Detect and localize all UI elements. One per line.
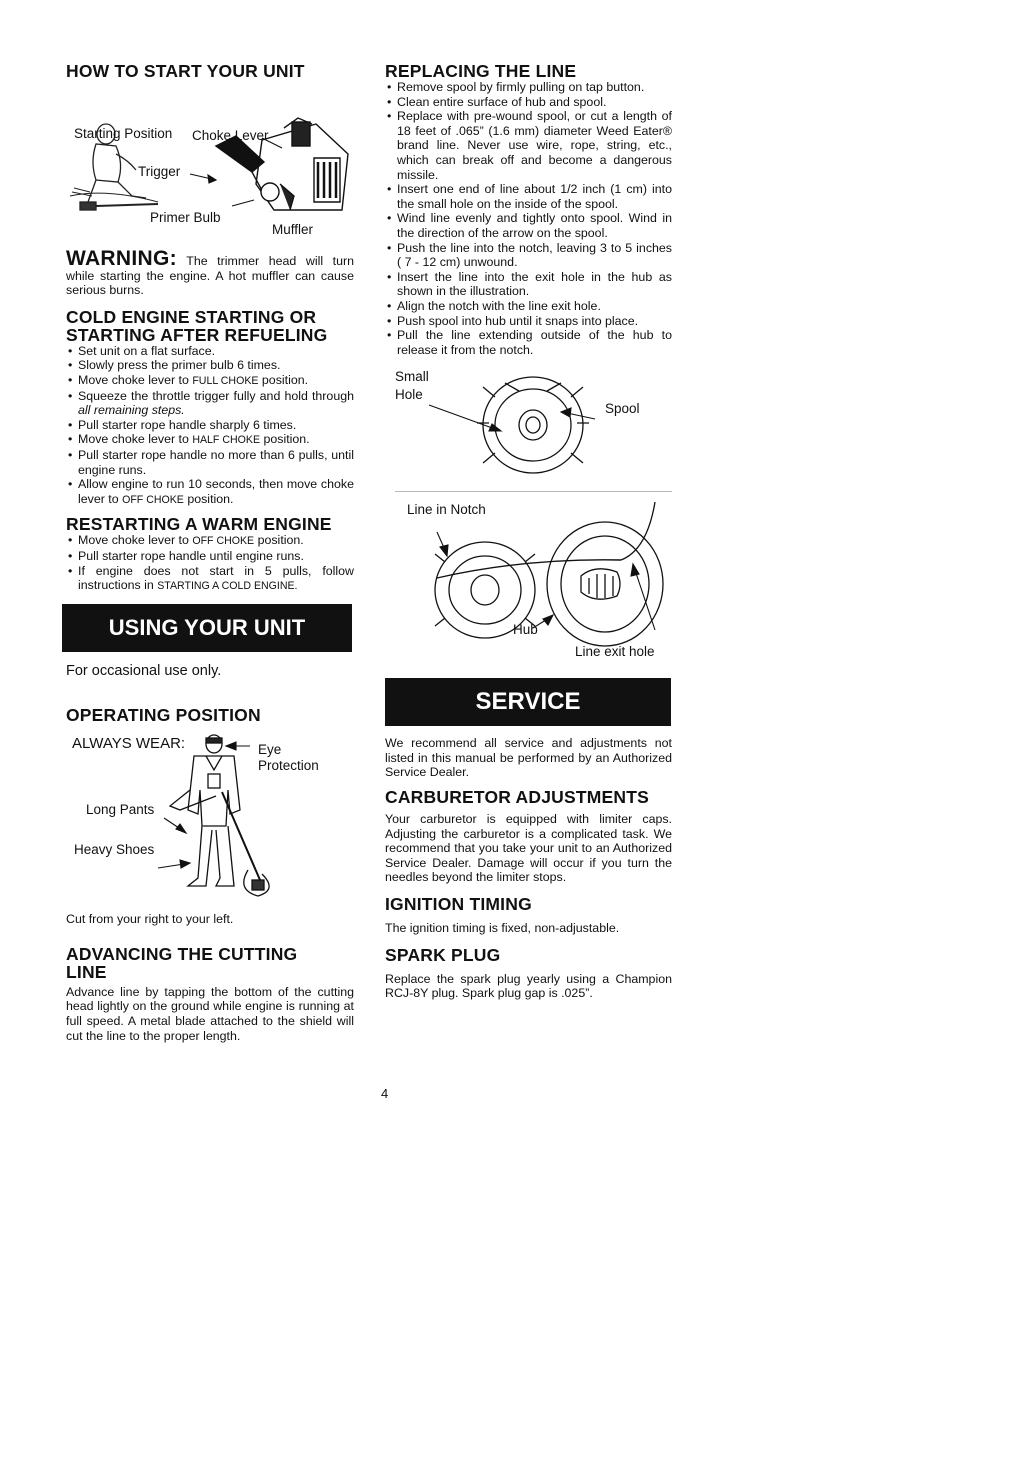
occasional-use-text: For occasional use only. bbox=[66, 662, 222, 679]
step-item bbox=[66, 477, 354, 507]
step-item: • Insert one end of line about 1/2 inch (1 cm) into the small hole on the inside of the spool. bbox=[385, 182, 672, 211]
step-text-post: position. bbox=[260, 432, 310, 447]
step-text-pre: Move choke lever to bbox=[78, 432, 193, 447]
label-long-pants: Long Pants bbox=[86, 802, 155, 818]
step-text-it: all remaining steps. bbox=[78, 403, 185, 418]
label-muffler: Muffler bbox=[272, 222, 314, 237]
step-item bbox=[66, 373, 354, 389]
service-banner bbox=[385, 678, 671, 726]
advancing-text: Advance line by tapping the bottom of the cutting head lightly on the ground while engine is running at full speed. A metal blade attached to the shield will cut the line to the proper length. bbox=[66, 984, 354, 1043]
cold-start-heading: COLD ENGINE STARTING OR STARTING AFTER REFUELING bbox=[66, 306, 328, 345]
spark-plug-text: Replace the spark plug yearly using a Champion RCJ-8Y plug. Spark plug gap is .025”. bbox=[385, 971, 672, 1001]
label-starting-position: Starting Position bbox=[74, 126, 173, 141]
step-text-post: position. bbox=[254, 533, 304, 548]
step-item: • Align the notch with the line exit hole. bbox=[385, 299, 672, 314]
right-column bbox=[385, 62, 672, 1001]
step-item bbox=[66, 533, 354, 549]
step-text-sc: HALF CHOKE bbox=[192, 434, 261, 447]
step-text-pre: If engine does not start in 5 pulls, follow instructions in bbox=[78, 563, 354, 593]
ignition-heading: IGNITION TIMING bbox=[385, 894, 532, 915]
spool-figure bbox=[385, 367, 672, 477]
step-text-post: position. bbox=[258, 372, 309, 387]
replacing-line-steps bbox=[385, 80, 672, 357]
label-spool: Spool bbox=[605, 401, 640, 417]
warm-start-heading: RESTARTING A WARM ENGINE bbox=[66, 514, 332, 535]
step-text-sc: STARTING A COLD ENGINE. bbox=[157, 580, 298, 593]
step-item bbox=[66, 432, 354, 448]
step-item bbox=[66, 564, 354, 594]
step-item: • Set unit on a flat surface. bbox=[66, 344, 354, 359]
warning-text bbox=[66, 247, 354, 298]
label-always-wear: ALWAYS WEAR: bbox=[72, 735, 186, 753]
step-item: • Push spool into hub until it snaps into place. bbox=[385, 314, 672, 329]
figure-divider bbox=[395, 491, 672, 492]
how-to-start-heading: HOW TO START YOUR UNIT bbox=[66, 61, 305, 81]
service-intro: We recommend all service and adjustments not listed in this manual be performed by an Authorized Service Dealer. bbox=[385, 736, 672, 780]
advancing-heading: ADVANCING THE CUTTING LINE bbox=[66, 943, 298, 982]
operating-caption: Cut from your right to your left. bbox=[66, 912, 234, 927]
step-item: • Replace with pre-wound spool, or cut a length of 18 feet of .065” (1.6 mm) diameter Weed Eater® brand line. Never use wire, rope, string, etc., which can break off and become a dangerous missile. bbox=[385, 109, 672, 182]
step-text-post: position. bbox=[183, 491, 234, 506]
warning-label: WARNING: bbox=[66, 247, 177, 270]
step-text-sc: OFF CHOKE bbox=[192, 535, 255, 548]
label-trigger: Trigger bbox=[138, 164, 181, 179]
step-item: • Insert the line into the exit hole in the hub as shown in the illustration. bbox=[385, 270, 672, 299]
operating-position-heading: OPERATING POSITION bbox=[66, 705, 261, 726]
using-your-unit-banner bbox=[62, 604, 352, 652]
step-text-sc: FULL CHOKE bbox=[192, 374, 259, 387]
warning-rest: while starting the engine. A hot muffler can cause serious burns. bbox=[66, 268, 354, 298]
left-column bbox=[66, 62, 354, 1043]
step-text-pre: Move choke lever to bbox=[78, 533, 193, 548]
ignition-text: The ignition timing is fixed, non-adjustable. bbox=[385, 921, 620, 936]
page-number: 4 bbox=[381, 1086, 389, 1101]
label-eye: Eye bbox=[258, 742, 282, 758]
label-small: Small bbox=[395, 369, 429, 385]
replacing-line-heading: REPLACING THE LINE bbox=[385, 61, 577, 81]
label-primer-bulb: Primer Bulb bbox=[150, 210, 221, 225]
step-item: • Wind line evenly and tightly onto spool. Wind in the direction of the arrow on the spool. bbox=[385, 211, 672, 240]
operating-position-figure bbox=[66, 730, 354, 910]
carburetor-text: Your carburetor is equipped with limiter caps. Adjusting the carburetor is a complicated task. We recommend that you take your unit to an Authorized Service Dealer. Damage will occur if you turn the needles beyond the limiter stops. bbox=[385, 812, 672, 885]
step-item: • Pull starter rope handle no more than 6 pulls, until engine runs. bbox=[66, 448, 354, 477]
operating-position-illustration bbox=[66, 730, 354, 910]
service-title: SERVICE bbox=[475, 688, 581, 716]
carburetor-heading: CARBURETOR ADJUSTMENTS bbox=[385, 787, 649, 808]
label-line-in-notch: Line in Notch bbox=[407, 502, 486, 518]
hub-figure bbox=[385, 498, 672, 658]
warning-first-line: The trimmer head will turn bbox=[186, 254, 354, 268]
step-text-pre: Move choke lever to bbox=[78, 372, 193, 387]
step-item: • Push the line into the notch, leaving 3 to 5 inches ( 7 - 12 cm) unwound. bbox=[385, 241, 672, 270]
step-item: • Clean entire surface of hub and spool. bbox=[385, 95, 672, 110]
cold-start-steps bbox=[66, 344, 354, 508]
using-your-unit-title: USING YOUR UNIT bbox=[108, 614, 306, 640]
step-item: • Pull the line extending outside of the hub to release it from the notch. bbox=[385, 328, 672, 357]
step-text-sc: OFF CHOKE bbox=[122, 493, 184, 506]
starting-position-illustration bbox=[66, 84, 354, 212]
step-text-pre: Allow engine to run 10 seconds, then move choke lever to bbox=[78, 477, 354, 506]
starting-position-figure bbox=[66, 84, 354, 237]
label-heavy-shoes: Heavy Shoes bbox=[74, 842, 155, 858]
spark-plug-heading: SPARK PLUG bbox=[385, 944, 501, 965]
step-text-pre: Squeeze the throttle trigger fully and hold through bbox=[78, 388, 354, 403]
label-hub: Hub bbox=[513, 622, 538, 638]
step-item: • Pull starter rope handle sharply 6 times. bbox=[66, 418, 354, 433]
label-hole: Hole bbox=[395, 387, 423, 403]
step-item: • Pull starter rope handle until engine runs. bbox=[66, 549, 354, 564]
step-item: • Remove spool by firmly pulling on tap button. bbox=[385, 80, 672, 95]
label-line-exit-hole: Line exit hole bbox=[575, 644, 655, 660]
warm-start-steps bbox=[66, 533, 354, 593]
step-item bbox=[66, 389, 354, 418]
label-choke-lever: Choke Lever bbox=[192, 128, 269, 143]
step-item: • Slowly press the primer bulb 6 times. bbox=[66, 358, 354, 373]
label-protection: Protection bbox=[258, 758, 319, 774]
